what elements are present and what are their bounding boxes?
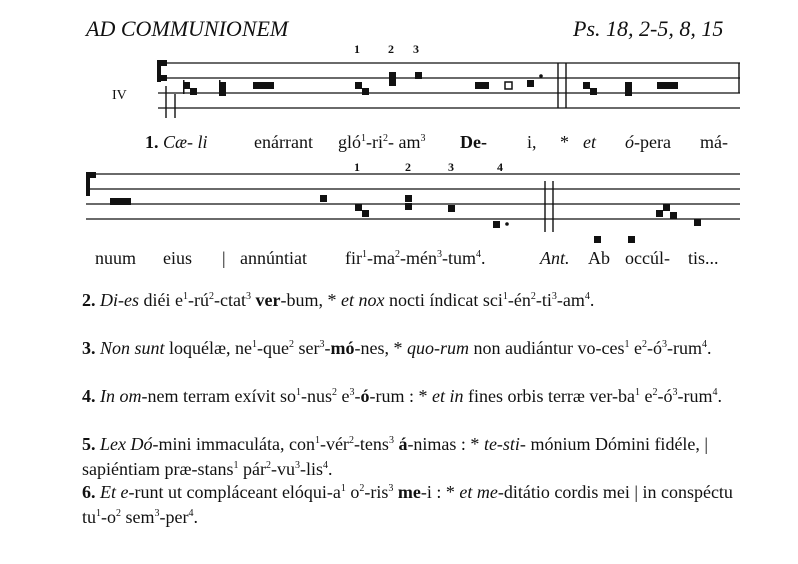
lyric-syllable: nuum <box>95 248 137 268</box>
lyric-syllable: má- <box>700 132 728 152</box>
verse-text: 3. <box>82 338 100 358</box>
pointing-number: 3 <box>294 460 300 471</box>
verse-text: á <box>398 434 408 454</box>
pointing-number: 3 <box>551 291 557 302</box>
verse-text: o <box>345 482 360 502</box>
verse-text: -ctat <box>213 290 246 310</box>
pointing-number: 4 <box>701 339 707 350</box>
verse-text: . <box>193 507 198 527</box>
verse-text: e <box>640 386 653 406</box>
lyric-syllable: annúntiat <box>240 248 307 268</box>
pointing-number: 3 <box>349 387 355 398</box>
verse-text: -per <box>159 507 189 527</box>
lyric-syllable: De- <box>460 132 487 152</box>
verse-text: -rum : * <box>369 386 432 406</box>
pointing-number: 2 <box>530 291 536 302</box>
pointing-number: 4 <box>712 387 718 398</box>
verse-text: e <box>629 338 642 358</box>
antiphon-label: Ant. <box>540 248 570 268</box>
c-clef-icon <box>157 60 167 82</box>
verse-text: -ó <box>657 386 673 406</box>
pointing-number: 4 <box>322 460 328 471</box>
verse-text: mónium Dómini fidéle, | sapiéntiam præ-stans <box>82 434 709 479</box>
pointing-number: 4 <box>188 508 194 519</box>
verse-text: -nem terram exívit so <box>141 386 296 406</box>
verse-text: 2. <box>82 290 100 310</box>
accent-number: 1 <box>354 160 360 174</box>
verse-text: -bum, * <box>280 290 341 310</box>
pointing-number: 2 <box>641 339 647 350</box>
verse-text: ver <box>255 290 281 310</box>
verse-text: mó <box>330 338 355 358</box>
verse-text: Et e <box>100 482 129 502</box>
pointing-number: 2 <box>116 508 122 519</box>
verse-text: -que <box>257 338 289 358</box>
verse-text: quo-rum <box>407 338 469 358</box>
verse-text: et me <box>459 482 498 502</box>
verse-text: et nox <box>340 290 385 310</box>
pointing-number: 3 <box>672 387 678 398</box>
verse-text: . <box>589 290 595 310</box>
verse-text: -nus <box>300 386 332 406</box>
verse-text: -vér <box>319 434 349 454</box>
accent-number: 2 <box>405 160 411 174</box>
pointing-number: 3 <box>319 339 325 350</box>
verse-text: ó <box>360 386 370 406</box>
pointing-number: 1 <box>624 339 630 350</box>
lyric-syllable: ó-pera <box>625 132 671 152</box>
verse-text: et in <box>431 386 464 406</box>
staff-1 <box>158 63 740 108</box>
pointing-number: 4 <box>584 291 590 302</box>
pointing-number: 1 <box>295 387 301 398</box>
lyric-syllable: Ab <box>588 248 610 268</box>
verse-text: fines orbis terræ ver-ba <box>463 386 636 406</box>
verse-text: -mini immaculáta, con <box>152 434 315 454</box>
accent-number: 1 <box>354 42 360 56</box>
verse-text: -nimas : * <box>407 434 484 454</box>
pointing-number: 2 <box>331 387 337 398</box>
pointing-number: 3 <box>154 508 160 519</box>
lyric-syllable: eius <box>163 248 192 268</box>
verse-text: nocti índicat sci <box>384 290 503 310</box>
verse-4 <box>82 382 738 407</box>
verse-text: -ditátio cordis mei | in conspéctu tu <box>82 482 733 527</box>
pointing-number: 1 <box>340 483 346 494</box>
verse-text: -runt ut compláceant elóqui-a <box>128 482 341 502</box>
pointing-number: 1 <box>635 387 641 398</box>
pointing-number: 2 <box>359 483 365 494</box>
verse-text: te-sti- <box>483 434 526 454</box>
verse-text: -rú <box>187 290 209 310</box>
bars-staff-1 <box>166 63 739 118</box>
bar-mark: | <box>222 248 226 268</box>
mode-label: IV <box>112 88 127 103</box>
pointing-number: 1 <box>233 460 239 471</box>
verse-text: -rum <box>677 386 713 406</box>
pointing-number: 2 <box>265 460 271 471</box>
lyric-syllable: i, <box>527 132 537 152</box>
accent-number: 2 <box>388 42 394 56</box>
verse-text: loquélæ, ne <box>164 338 253 358</box>
verse-text: -nes, * <box>354 338 407 358</box>
verse-text: -tens <box>353 434 389 454</box>
verse-text: Lex Dó <box>100 434 153 454</box>
verse-text: - <box>354 386 361 406</box>
staff-2 <box>86 174 740 219</box>
verse-text: 6. <box>82 482 100 502</box>
pointing-number: 3 <box>388 483 394 494</box>
verse-text: . <box>706 338 712 358</box>
lyric-pointed-word: $gló^1-ri^2-$ $am^3$ <box>338 132 426 152</box>
verse-6 <box>82 478 738 528</box>
verse-text: -ti <box>535 290 552 310</box>
page-title: AD COMMUNIONEM <box>86 16 289 41</box>
pointing-number: 2 <box>348 435 354 446</box>
pointing-number: 3 <box>245 291 251 302</box>
verse-text: -én <box>507 290 531 310</box>
verse-text: -ó <box>646 338 662 358</box>
verse-text: Non sunt <box>100 338 165 358</box>
pointing-number: 1 <box>314 435 320 446</box>
lyric-syllable: enárrant <box>254 132 313 152</box>
verse-text: . <box>327 459 333 479</box>
lyric-syllable: tis... <box>688 248 719 268</box>
verse-text: Di-es <box>100 290 139 310</box>
verse-2 <box>82 286 738 311</box>
accent-number: 3 <box>448 160 454 174</box>
psalm-reference: Ps. 18, 2-5, 8, 15 <box>573 16 724 41</box>
verse-text: -vu <box>270 459 295 479</box>
lyric-syllable: et <box>583 132 596 152</box>
pointing-number: 1 <box>502 291 508 302</box>
verse-text: In om <box>100 386 142 406</box>
accent-number: 3 <box>413 42 419 56</box>
pointing-number: 2 <box>652 387 658 398</box>
verse-text: e <box>336 386 350 406</box>
asterisk: * <box>560 132 569 152</box>
lyric-syllable <box>145 132 208 153</box>
accent-number: 4 <box>497 160 503 174</box>
verse-text: 5. <box>82 434 100 454</box>
verse-3 <box>82 334 738 359</box>
verse-text: -rum <box>666 338 702 358</box>
c-clef-icon-2 <box>86 172 96 196</box>
lyric-pointed-word: $fir^1-ma^2-mén^3-tum^4$. <box>345 248 486 268</box>
lyric-syllable: li <box>197 132 208 152</box>
pointing-number: 2 <box>208 291 214 302</box>
pointing-number: 2 <box>289 339 294 350</box>
pointing-number: 3 <box>388 435 394 446</box>
verse-text: sem <box>121 507 155 527</box>
verse-number: 1. <box>145 132 159 152</box>
verse-text: diéi e <box>139 290 183 310</box>
verse-5 <box>82 430 738 480</box>
verse-text: - <box>324 338 331 358</box>
pointing-number: 3 <box>661 339 667 350</box>
pointing-number: 1 <box>182 291 188 302</box>
pointing-number: 1 <box>252 339 258 350</box>
verse-text: . <box>717 386 723 406</box>
verse-text: -ris <box>364 482 389 502</box>
verse-text: me <box>397 482 421 502</box>
lyric-syllable: occúl- <box>625 248 670 268</box>
lyric-syllable: Cæ- <box>163 132 194 152</box>
verse-text: ser <box>294 338 320 358</box>
verse-text: -am <box>556 290 585 310</box>
pointing-number: 1 <box>96 508 102 519</box>
verse-text: pár <box>238 459 266 479</box>
verse-text: 4. <box>82 386 100 406</box>
verse-text: non audiántur vo-ces <box>469 338 625 358</box>
verse-text: -i : * <box>420 482 460 502</box>
verse-text: -lis <box>299 459 323 479</box>
verse-text: -o <box>101 507 117 527</box>
